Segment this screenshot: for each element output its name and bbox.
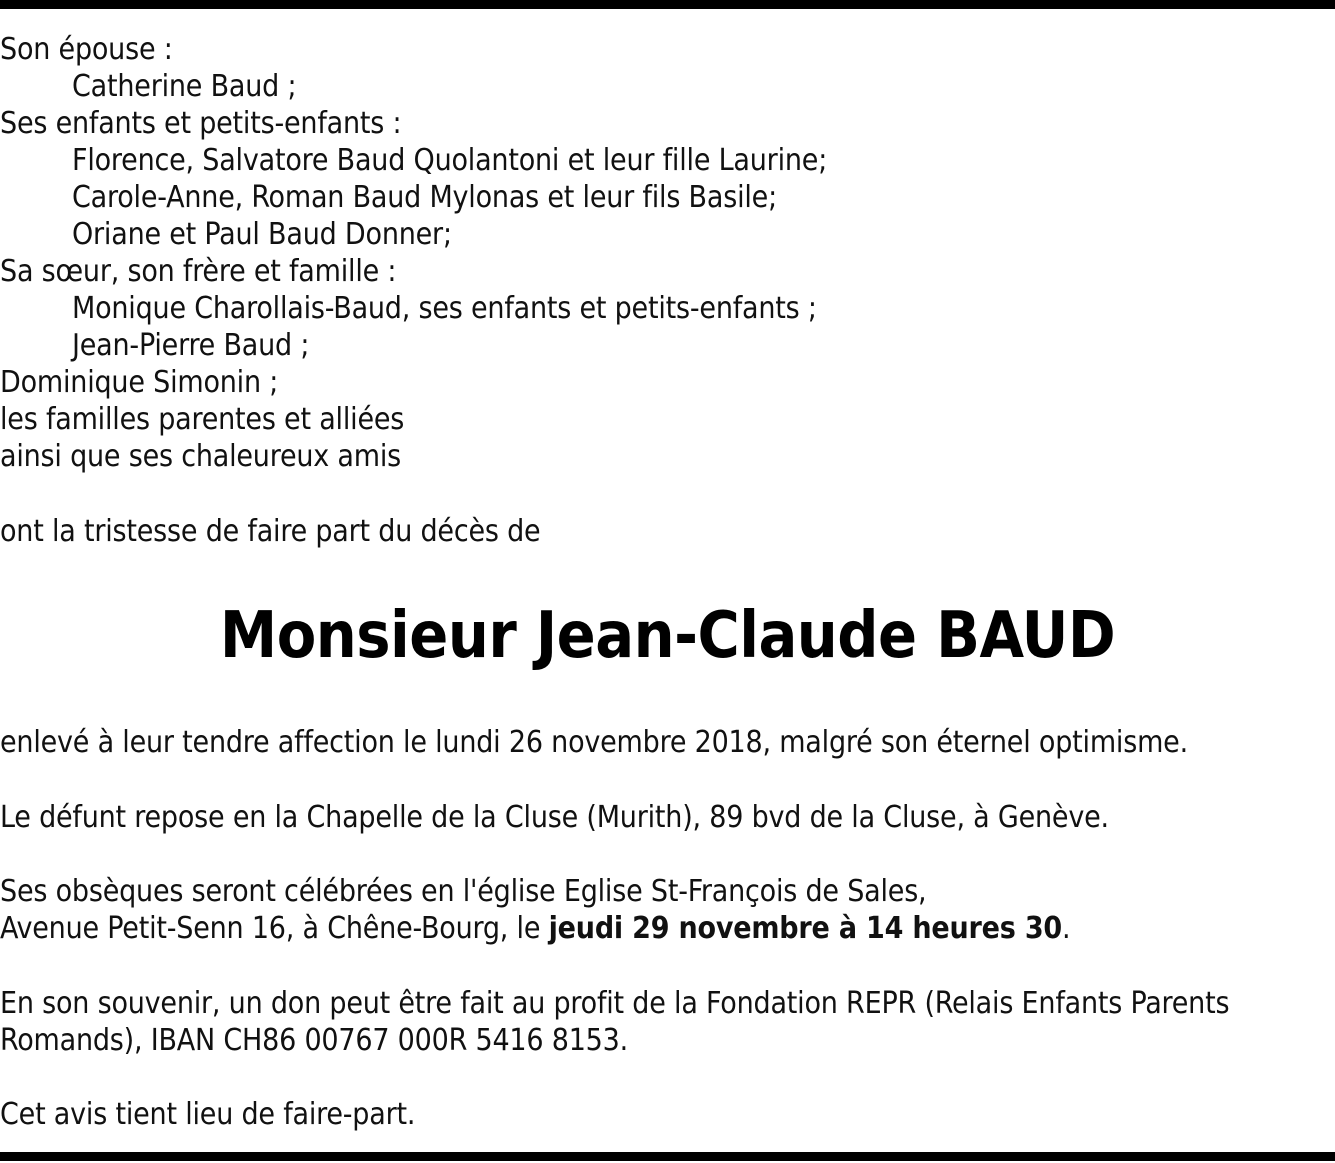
funeral-period: . xyxy=(1061,911,1071,946)
funeral-datetime: jeudi 29 novembre à 14 heures 30 xyxy=(548,911,1062,946)
child-family-line: Florence, Salvatore Baud Quolantoni et leur fille Laurine; xyxy=(72,143,828,178)
child-family-line: Carole-Anne, Roman Baud Mylonas et leur fils Basile; xyxy=(72,180,777,215)
child-family-line: Oriane et Paul Baud Donner; xyxy=(72,217,452,252)
bottom-border-rule xyxy=(0,1152,1335,1161)
top-border-rule xyxy=(0,0,1335,9)
funeral-address: Avenue Petit-Senn 16, à Chêne-Bourg, le xyxy=(0,911,549,946)
mourner-line: Dominique Simonin ; xyxy=(0,365,279,400)
donation-text-line1: En son souvenir, un don peut être fait au profit de la Fondation REPR (Relais Enfants Parents xyxy=(0,986,1230,1021)
closing-note: Cet avis tient lieu de faire-part. xyxy=(0,1097,416,1132)
mourner-line: ainsi que ses chaleureux amis xyxy=(0,439,402,474)
resting-place-text: Le défunt repose en la Chapelle de la Cluse (Murith), 89 bvd de la Cluse, à Genève. xyxy=(0,800,1109,835)
mourner-line: les familles parentes et alliées xyxy=(0,402,405,437)
sibling-line: Monique Charollais-Baud, ses enfants et petits-enfants ; xyxy=(72,291,817,326)
funeral-text-line1: Ses obsèques seront célébrées en l'église Eglise St-François de Sales, xyxy=(0,874,927,909)
spouse-heading: Son épouse : xyxy=(0,32,173,67)
donation-text-line2: Romands), IBAN CH86 00767 000R 5416 8153. xyxy=(0,1023,628,1058)
children-heading: Ses enfants et petits-enfants : xyxy=(0,106,402,141)
siblings-heading: Sa sœur, son frère et famille : xyxy=(0,254,397,289)
sibling-line: Jean-Pierre Baud ; xyxy=(72,328,310,363)
deceased-name-heading: Monsieur Jean-Claude BAUD xyxy=(219,599,1116,673)
announcement-text: ont la tristesse de faire part du décès de xyxy=(0,514,541,549)
spouse-name: Catherine Baud ; xyxy=(72,69,297,104)
funeral-text-line2 xyxy=(0,911,1070,947)
death-date-text: enlevé à leur tendre affection le lundi 26 novembre 2018, malgré son éternel optimisme. xyxy=(0,725,1188,760)
